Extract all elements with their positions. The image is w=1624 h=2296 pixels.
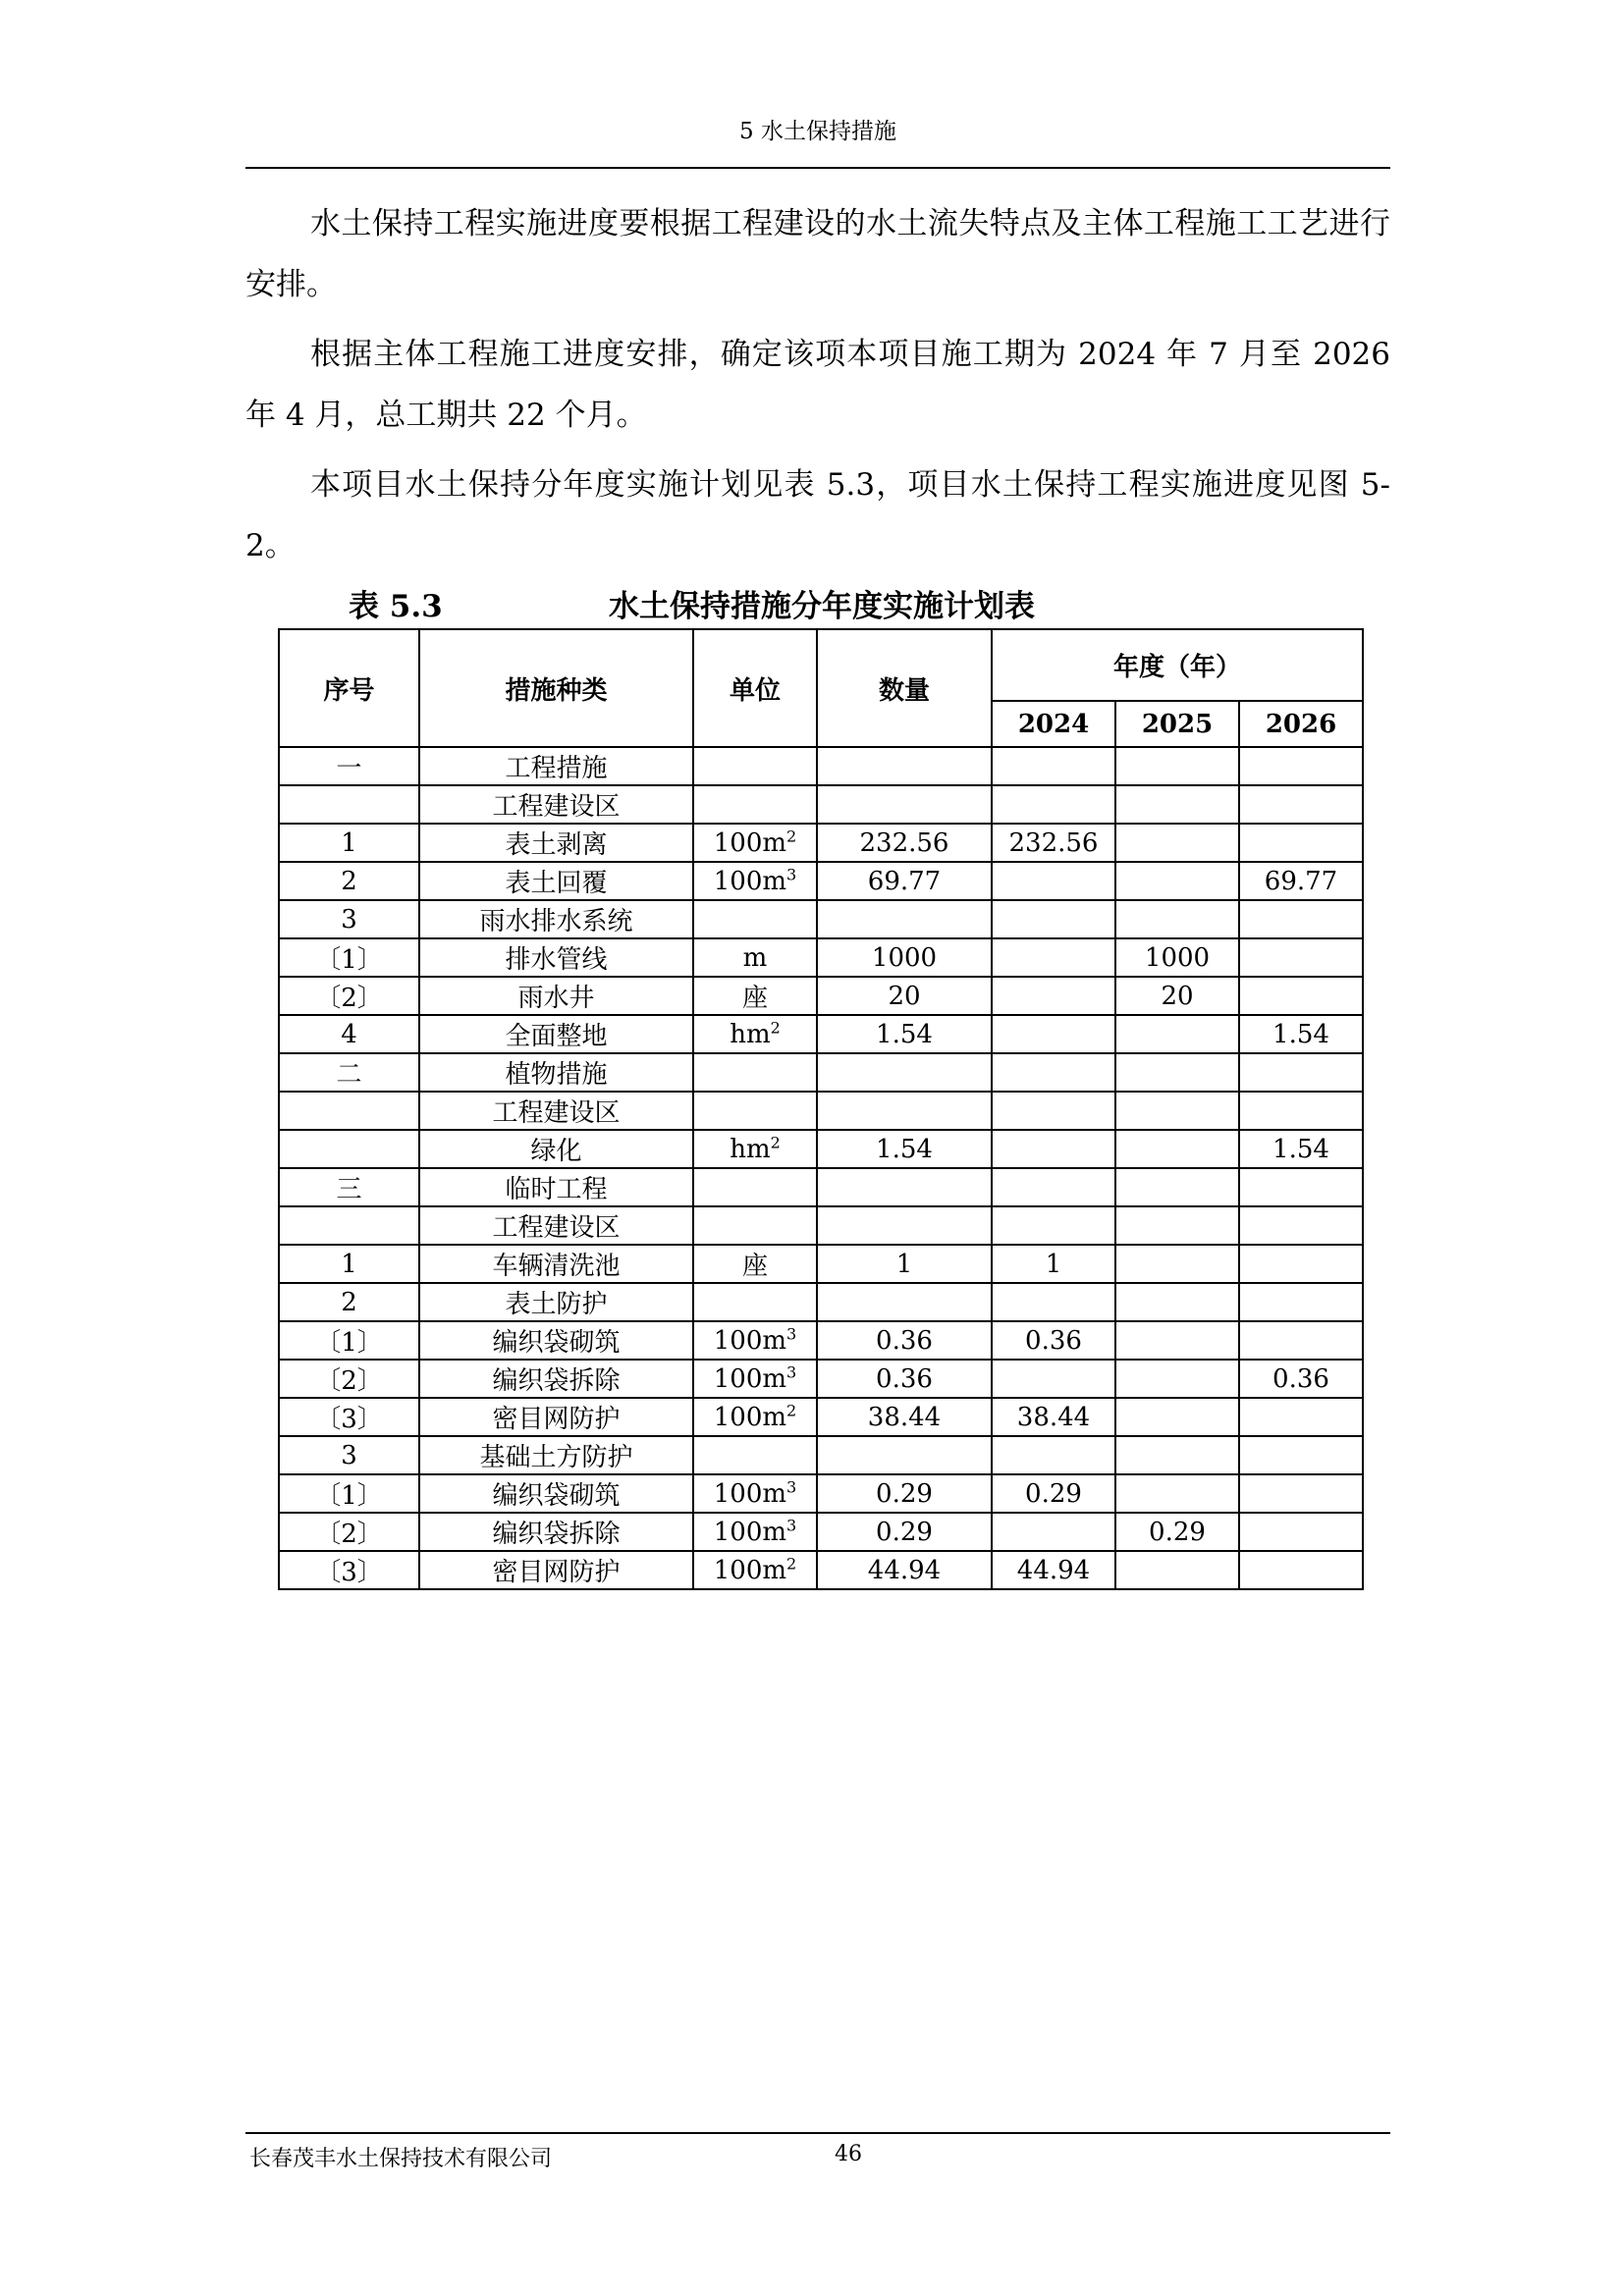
cell-2025: 1000 [1115, 938, 1239, 977]
cell-unit [693, 1130, 817, 1168]
cell-index: 〔3〕 [279, 1551, 419, 1589]
cell-2026 [1239, 1283, 1363, 1321]
cell-2025 [1115, 1360, 1239, 1398]
cell-2025 [1115, 1283, 1239, 1321]
cell-2026 [1239, 747, 1363, 785]
cell-2025 [1115, 1436, 1239, 1474]
table-row [279, 1245, 1363, 1283]
cell-index: 一 [279, 747, 419, 785]
header-index: 序号 [279, 629, 419, 747]
unit-base: 100m [713, 866, 787, 896]
unit-exponent: 2 [786, 1553, 797, 1573]
page-number: 46 [835, 2142, 862, 2166]
table-row [279, 824, 1363, 862]
table-row [279, 1206, 1363, 1245]
unit-exponent: 3 [786, 1515, 797, 1534]
cell-unit [693, 1245, 817, 1283]
cell-2026: 69.77 [1239, 862, 1363, 900]
table-row [279, 1513, 1363, 1551]
cell-2026 [1239, 1551, 1363, 1589]
cell-measure: 表土防护 [419, 1283, 693, 1321]
cell-index: 2 [279, 862, 419, 900]
cell-quantity: 0.36 [817, 1360, 992, 1398]
unit-exponent: 2 [770, 1132, 781, 1151]
unit-exponent: 2 [786, 1400, 797, 1419]
cell-2024 [992, 1360, 1115, 1398]
table-row [279, 1321, 1363, 1360]
cell-measure: 工程建设区 [419, 1206, 693, 1245]
cell-measure: 全面整地 [419, 1015, 693, 1053]
cell-2026 [1239, 1092, 1363, 1130]
header-unit: 单位 [693, 629, 817, 747]
cell-unit [693, 1053, 817, 1092]
cell-index: 〔2〕 [279, 1360, 419, 1398]
unit-base: 100m [713, 1402, 787, 1432]
cell-2024 [992, 1513, 1115, 1551]
cell-2026 [1239, 1513, 1363, 1551]
cell-2026 [1239, 1398, 1363, 1436]
cell-unit [693, 1168, 817, 1206]
header-year-2024: 2024 [992, 701, 1115, 747]
cell-2024: 44.94 [992, 1551, 1115, 1589]
cell-quantity: 0.29 [817, 1513, 992, 1551]
cell-2024 [992, 1206, 1115, 1245]
cell-index: 二 [279, 1053, 419, 1092]
cell-quantity: 20 [817, 977, 992, 1015]
cell-index [279, 1130, 419, 1168]
cell-measure: 编织袋砌筑 [419, 1474, 693, 1513]
cell-quantity: 38.44 [817, 1398, 992, 1436]
unit-base: hm [730, 1134, 771, 1164]
cell-quantity: 1 [817, 1245, 992, 1283]
cell-index: 3 [279, 900, 419, 938]
unit-base: 100m [713, 1325, 787, 1356]
cell-index: 〔2〕 [279, 977, 419, 1015]
cell-2026 [1239, 1436, 1363, 1474]
cell-quantity: 44.94 [817, 1551, 992, 1589]
cell-quantity [817, 1092, 992, 1130]
cell-index [279, 1206, 419, 1245]
page-header: 5 水土保持措施 [739, 119, 896, 144]
cell-measure: 表土剥离 [419, 824, 693, 862]
cell-2026 [1239, 785, 1363, 824]
table-row [279, 1092, 1363, 1130]
unit-base: 100m [713, 1478, 787, 1509]
cell-2026: 1.54 [1239, 1130, 1363, 1168]
cell-unit [693, 1206, 817, 1245]
table-row [279, 747, 1363, 785]
table-row [279, 862, 1363, 900]
unit-base: 100m [713, 1363, 787, 1394]
cell-2025 [1115, 1474, 1239, 1513]
cell-quantity [817, 900, 992, 938]
cell-2025 [1115, 1551, 1239, 1589]
cell-measure: 工程措施 [419, 747, 693, 785]
cell-2024: 0.36 [992, 1321, 1115, 1360]
cell-2025 [1115, 1398, 1239, 1436]
cell-index: 〔3〕 [279, 1398, 419, 1436]
cell-unit [693, 824, 817, 862]
table-row [279, 1436, 1363, 1474]
table-body [279, 747, 1363, 1589]
cell-quantity [817, 1283, 992, 1321]
cell-measure: 编织袋砌筑 [419, 1321, 693, 1360]
cell-2024: 0.29 [992, 1474, 1115, 1513]
cell-unit [693, 1283, 817, 1321]
annual-plan-table [278, 628, 1364, 1590]
cell-2025 [1115, 1015, 1239, 1053]
footer-company: 长春茂丰水土保持技术有限公司 [249, 2147, 553, 2171]
cell-unit [693, 977, 817, 1015]
cell-unit [693, 1474, 817, 1513]
cell-2025 [1115, 1168, 1239, 1206]
cell-unit [693, 1360, 817, 1398]
cell-index: 2 [279, 1283, 419, 1321]
paragraph-construction-period: 根据主体工程施工进度安排，确定该项本项目施工期为 2024 年 7 月至 2026 年 4 月，总工期共 22 个月。 [245, 337, 1390, 433]
cell-measure: 编织袋拆除 [419, 1360, 693, 1398]
cell-index: 〔1〕 [279, 938, 419, 977]
unit-base: 座 [741, 984, 768, 1013]
cell-2025 [1115, 862, 1239, 900]
paragraph-plan-reference: 本项目水土保持分年度实施计划见表 5.3，项目水土保持工程实施进度见图 5-2。 [245, 467, 1390, 563]
table-row [279, 938, 1363, 977]
cell-2026 [1239, 1168, 1363, 1206]
unit-exponent: 2 [786, 826, 797, 845]
cell-index: 〔1〕 [279, 1474, 419, 1513]
cell-index: 三 [279, 1168, 419, 1206]
cell-measure: 临时工程 [419, 1168, 693, 1206]
paragraph-schedule-basis: 水土保持工程实施进度要根据工程建设的水土流失特点及主体工程施工工艺进行安排。 [245, 206, 1390, 302]
cell-2026: 1.54 [1239, 1015, 1363, 1053]
cell-2025 [1115, 1130, 1239, 1168]
header-year-2025: 2025 [1115, 701, 1239, 747]
table-row [279, 977, 1363, 1015]
table-row [279, 1360, 1363, 1398]
cell-measure: 雨水排水系统 [419, 900, 693, 938]
cell-unit [693, 1015, 817, 1053]
cell-quantity [817, 1436, 992, 1474]
cell-2025 [1115, 1245, 1239, 1283]
cell-2024: 1 [992, 1245, 1115, 1283]
table-row [279, 1551, 1363, 1589]
cell-2025 [1115, 785, 1239, 824]
cell-measure: 密目网防护 [419, 1398, 693, 1436]
cell-measure: 车辆清洗池 [419, 1245, 693, 1283]
cell-2025: 20 [1115, 977, 1239, 1015]
cell-2024 [992, 1283, 1115, 1321]
footer-divider [245, 2132, 1390, 2134]
cell-quantity: 0.36 [817, 1321, 992, 1360]
cell-quantity: 1.54 [817, 1130, 992, 1168]
cell-index: 1 [279, 824, 419, 862]
cell-measure: 工程建设区 [419, 785, 693, 824]
table-row [279, 1474, 1363, 1513]
unit-base: m [742, 942, 768, 973]
cell-2026 [1239, 1053, 1363, 1092]
cell-unit [693, 862, 817, 900]
cell-quantity [817, 1053, 992, 1092]
cell-quantity: 0.29 [817, 1474, 992, 1513]
unit-base: 座 [741, 1252, 768, 1281]
cell-2026 [1239, 1321, 1363, 1360]
cell-2025 [1115, 1206, 1239, 1245]
cell-measure: 工程建设区 [419, 1092, 693, 1130]
table-title: 水土保持措施分年度实施计划表 [609, 589, 1035, 624]
cell-2024 [992, 938, 1115, 977]
unit-base: 100m [713, 1555, 787, 1585]
cell-measure: 绿化 [419, 1130, 693, 1168]
cell-2026 [1239, 824, 1363, 862]
table-row [279, 1130, 1363, 1168]
cell-2025 [1115, 824, 1239, 862]
cell-index: 1 [279, 1245, 419, 1283]
cell-quantity [817, 747, 992, 785]
cell-2024: 38.44 [992, 1398, 1115, 1436]
cell-2024 [992, 1092, 1115, 1130]
cell-2026 [1239, 938, 1363, 977]
unit-exponent: 3 [786, 864, 797, 883]
cell-quantity [817, 1206, 992, 1245]
cell-measure: 表土回覆 [419, 862, 693, 900]
cell-2024 [992, 1053, 1115, 1092]
cell-quantity: 1.54 [817, 1015, 992, 1053]
cell-2024: 232.56 [992, 824, 1115, 862]
cell-2026 [1239, 1245, 1363, 1283]
cell-2024 [992, 977, 1115, 1015]
cell-measure: 排水管线 [419, 938, 693, 977]
cell-2024 [992, 1436, 1115, 1474]
table-row [279, 1168, 1363, 1206]
unit-base: 100m [713, 828, 787, 858]
cell-index: 3 [279, 1436, 419, 1474]
cell-2026 [1239, 1206, 1363, 1245]
header-divider [245, 167, 1390, 169]
header-year-group: 年度（年） [992, 629, 1363, 701]
unit-exponent: 3 [786, 1323, 797, 1343]
cell-2026 [1239, 900, 1363, 938]
cell-2026 [1239, 977, 1363, 1015]
cell-2025 [1115, 1321, 1239, 1360]
cell-2024 [992, 1130, 1115, 1168]
cell-measure: 植物措施 [419, 1053, 693, 1092]
cell-2025: 0.29 [1115, 1513, 1239, 1551]
cell-index [279, 1092, 419, 1130]
table-row [279, 1053, 1363, 1092]
cell-unit [693, 1398, 817, 1436]
cell-2025 [1115, 747, 1239, 785]
cell-quantity [817, 1168, 992, 1206]
cell-index: 〔2〕 [279, 1513, 419, 1551]
unit-exponent: 2 [770, 1017, 781, 1037]
cell-unit [693, 1321, 817, 1360]
cell-index [279, 785, 419, 824]
cell-unit [693, 1436, 817, 1474]
cell-2024 [992, 1015, 1115, 1053]
cell-2025 [1115, 900, 1239, 938]
table-row [279, 900, 1363, 938]
cell-measure: 编织袋拆除 [419, 1513, 693, 1551]
cell-2024 [992, 862, 1115, 900]
cell-2024 [992, 900, 1115, 938]
cell-unit [693, 938, 817, 977]
unit-exponent: 3 [786, 1476, 797, 1496]
cell-2026 [1239, 1474, 1363, 1513]
unit-base: hm [730, 1019, 771, 1049]
cell-2026: 0.36 [1239, 1360, 1363, 1398]
cell-unit [693, 785, 817, 824]
unit-base: 100m [713, 1517, 787, 1547]
cell-2024 [992, 747, 1115, 785]
cell-unit [693, 1092, 817, 1130]
cell-2024 [992, 785, 1115, 824]
table-row [279, 1015, 1363, 1053]
cell-unit [693, 1513, 817, 1551]
cell-quantity: 232.56 [817, 824, 992, 862]
cell-measure: 基础土方防护 [419, 1436, 693, 1474]
unit-exponent: 3 [786, 1362, 797, 1381]
header-year-2026: 2026 [1239, 701, 1363, 747]
cell-index: 4 [279, 1015, 419, 1053]
cell-2025 [1115, 1092, 1239, 1130]
cell-measure: 雨水井 [419, 977, 693, 1015]
table-row [279, 1398, 1363, 1436]
cell-unit [693, 747, 817, 785]
table-row [279, 785, 1363, 824]
table-label: 表 5.3 [349, 589, 443, 624]
cell-unit [693, 1551, 817, 1589]
table-row [279, 1283, 1363, 1321]
cell-2024 [992, 1168, 1115, 1206]
cell-quantity: 69.77 [817, 862, 992, 900]
cell-quantity [817, 785, 992, 824]
cell-quantity: 1000 [817, 938, 992, 977]
cell-measure: 密目网防护 [419, 1551, 693, 1589]
cell-index: 〔1〕 [279, 1321, 419, 1360]
header-quantity: 数量 [817, 629, 992, 747]
header-measure: 措施种类 [419, 629, 693, 747]
cell-unit [693, 900, 817, 938]
cell-2025 [1115, 1053, 1239, 1092]
